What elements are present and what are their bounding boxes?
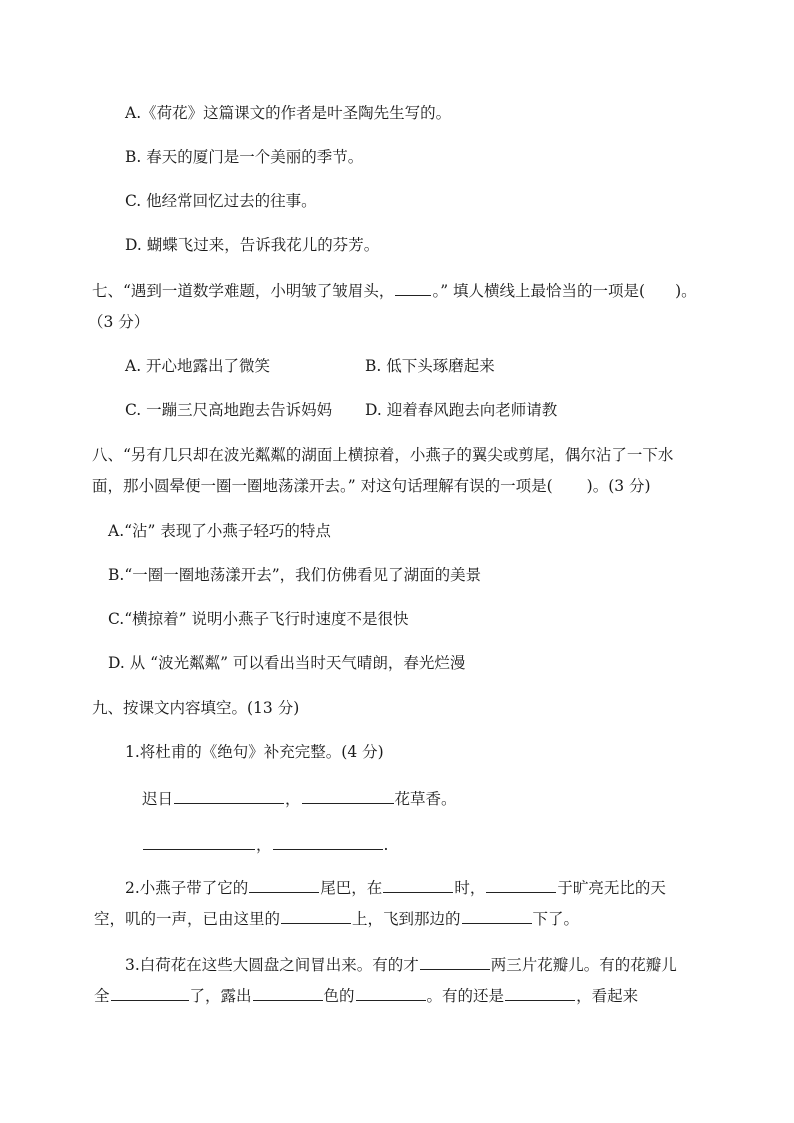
q9-item3-line2 — [94, 984, 638, 1007]
q9-item2-text-6: 上，飞到那边的 — [352, 910, 461, 928]
q8-stem-line2 — [92, 475, 651, 497]
q6-option-c: C. 他经常回忆过去的往事。 — [125, 192, 317, 210]
q6-option-a: A.《荷花》这篇课文的作者是叶圣陶先生写的。 — [125, 104, 452, 122]
q7-blank[interactable] — [395, 279, 431, 296]
q8-option-c: C.“横掠着” 说明小燕子飞行时速度不是很快 — [108, 610, 409, 628]
q9-item2-text-2: 尾巴，在 — [320, 879, 383, 897]
q9-item3-blank-2[interactable] — [111, 984, 189, 1001]
q7-stem-line2: （3 分） — [88, 313, 150, 331]
poem-line1-start: 迟日 — [142, 790, 174, 808]
q9-item3-blank-5[interactable] — [505, 984, 575, 1001]
q8-stem-part1: 面，那小圆晕便一圈一圈地荡漾开去。” 对这句话理解有误的一项是( — [92, 477, 553, 495]
q8-option-d: D. 从 “波光粼粼” 可以看出当时天气晴朗，春光烂漫 — [108, 654, 466, 672]
q9-item3-text-7: ，看起来 — [576, 987, 639, 1005]
q8-stem-part2: )。(3 分) — [586, 477, 651, 495]
q8-option-b: B.“一圈一圈地荡漾开去”，我们仿佛看见了湖面的美景 — [108, 566, 482, 584]
q9-item2-blank-4[interactable] — [281, 907, 351, 924]
q9-title: 九、按课文内容填空。(13 分) — [92, 699, 300, 717]
poem-blank-4[interactable] — [273, 833, 383, 850]
q9-item2-text-5: 空，叽的一声，已由这里的 — [94, 910, 281, 928]
q9-item2-text-1: 2.小燕子带了它的 — [125, 879, 249, 897]
poem-line2 — [142, 833, 388, 856]
q9-item3-line1 — [125, 953, 677, 976]
poem-line1-sep: ， — [285, 790, 301, 808]
q9-item3-blank-1[interactable] — [420, 953, 490, 970]
q7-option-a: A. 开心地露出了微笑 — [125, 357, 271, 375]
q8-stem-line1: 八、“另有几只却在波光粼粼的湖面上横掠着，小燕子的翼尖或剪尾，偶尔沾了一下水 — [92, 446, 674, 464]
q9-item3-blank-4[interactable] — [356, 984, 426, 1001]
q9-item2-line1 — [125, 876, 666, 899]
poem-blank-2[interactable] — [302, 787, 394, 804]
poem-line2-sep: ， — [256, 836, 272, 854]
q7-option-d: D. 迎着春风跑去向老师请教 — [365, 401, 558, 419]
q9-item3-text-1: 3.白荷花在这些大圆盘之间冒出来。有的才 — [125, 956, 419, 974]
q9-item2-text-3: 时， — [454, 879, 486, 897]
q9-item3-text-3: 全 — [94, 987, 110, 1005]
q8-option-a: A.“沾” 表现了小燕子轻巧的特点 — [108, 522, 331, 540]
q9-item2-blank-1[interactable] — [249, 876, 319, 893]
poem-line1 — [142, 787, 457, 810]
q7-stem-line1 — [92, 279, 697, 302]
q7-stem-part1: 七、“遇到一道数学难题，小明皱了皱眉头， — [92, 282, 395, 300]
q9-item2-text-7: 下了。 — [532, 910, 580, 928]
q9-item3-blank-3[interactable] — [253, 984, 323, 1001]
q9-item2-blank-3[interactable] — [486, 876, 556, 893]
q6-option-d: D. 蝴蝶飞过来，告诉我花儿的芬芳。 — [125, 236, 380, 254]
q9-item3-text-2: 两三片花瓣儿。有的花瓣儿 — [490, 956, 677, 974]
q9-item2-blank-2[interactable] — [383, 876, 453, 893]
poem-line1-end: 花草香。 — [394, 790, 457, 808]
q9-item2-blank-5[interactable] — [462, 907, 532, 924]
q9-item3-text-4: 了，露出 — [189, 987, 252, 1005]
q7-option-c: C. 一蹦三尺高地跑去告诉妈妈 — [125, 401, 333, 419]
poem-line2-end: . — [383, 836, 389, 854]
q9-item2-line2 — [94, 907, 579, 930]
q7-option-b: B. 低下头琢磨起来 — [365, 357, 495, 375]
q7-stem-part2: 。” 填人横线上最恰当的一项是( — [432, 282, 646, 300]
poem-blank-1[interactable] — [174, 787, 284, 804]
q9-item3-text-6: 。有的还是 — [426, 987, 505, 1005]
q7-stem-part3: )。 — [675, 282, 697, 300]
q9-item3-text-5: 色的 — [323, 987, 355, 1005]
q6-option-b: B. 春天的厦门是一个美丽的季节。 — [125, 148, 364, 166]
q9-item2-text-4: 于旷亮无比的天 — [557, 879, 666, 897]
poem-blank-3[interactable] — [143, 833, 255, 850]
q9-item1-title: 1.将杜甫的《绝句》补充完整。(4 分) — [125, 743, 384, 761]
